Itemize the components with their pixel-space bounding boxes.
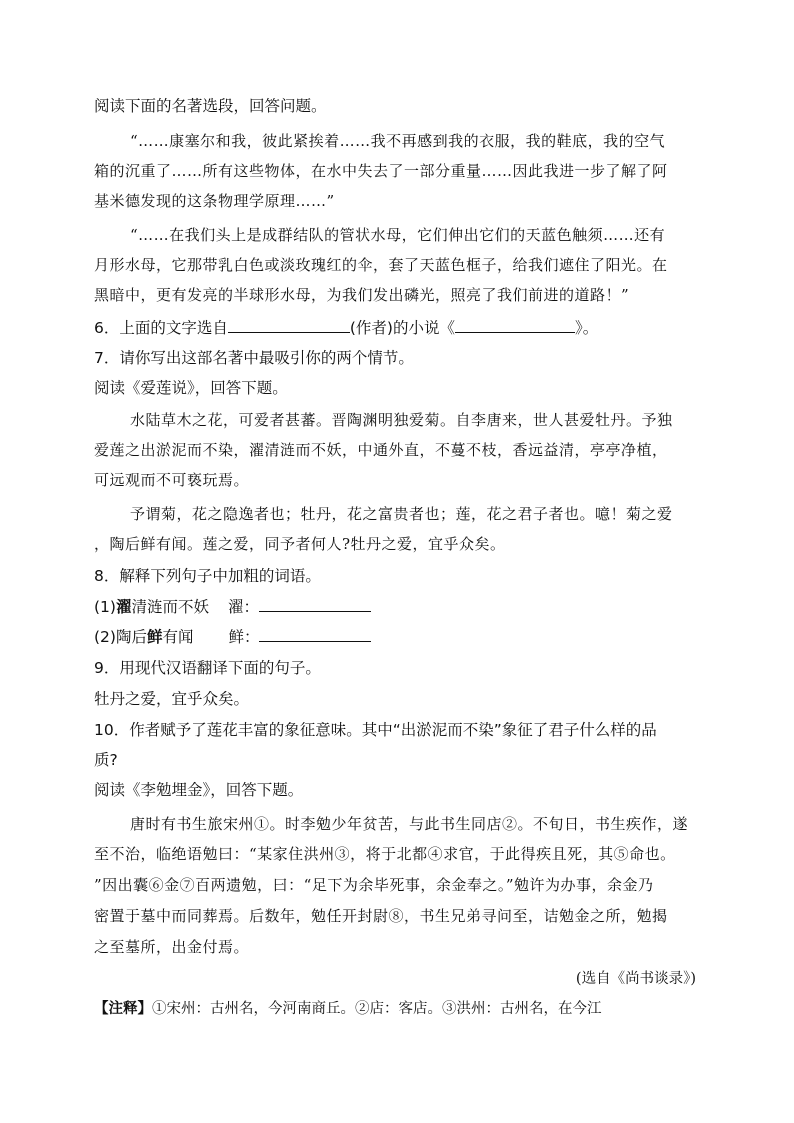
annotation-text: ①宋州：古州名，今河南商丘。②店：客店。③洪州：古州名，在今江 [152, 1001, 602, 1017]
passage2-line: 黑暗中，更有发亮的半球形水母，为我们发出磷光，照亮了我们前进的道路！” [94, 286, 630, 304]
limian-line: 唐时有书生旅宋州①。时李勉少年贫苦，与此书生同店②。不旬日，书生疾作，遂 [130, 815, 689, 833]
q8-2-answer-blank[interactable] [259, 627, 371, 642]
section2-intro: 阅读《爱莲说》，回答下题。 [94, 379, 288, 397]
q6-author-blank[interactable] [228, 318, 350, 333]
q6-text-b: (作者)的小说《 [349, 319, 455, 337]
source-citation: (选自《尚书谈录》) [575, 971, 696, 987]
passage1-line: “……康塞尔和我，彼此紧挨着……我不再感到我的衣服，我的鞋底，我的空气 [130, 132, 666, 150]
q8-1-number: (1) [94, 598, 116, 616]
passage2-line: “……在我们头上是成群结队的管状水母，它们伸出它们的天蓝色触须……还有 [130, 226, 666, 244]
limian-line: 至不治，临绝语勉曰：“某家住洪州③，将于北都④求官，于此得疾且死，其⑤命也。 [94, 845, 676, 863]
q8-1-bold-word: 濯 [115, 598, 132, 616]
question-9: 9．用现代汉语翻译下面的句子。 [94, 659, 321, 677]
question-6 [94, 318, 706, 338]
passage2-line: 月形水母，它那带乳白色或淡玫瑰红的伞，套了天蓝色框子，给我们遮住了阳光。在 [94, 256, 668, 274]
q8-2-word-label: 鲜： [228, 628, 260, 646]
question-8: 8．解释下列句子中加粗的词语。 [94, 567, 321, 585]
q6-title-blank[interactable] [455, 318, 575, 333]
question-10-line1: 10．作者赋予了莲花丰富的象征意味。其中“出淤泥而不染”象征了君子什么样的品 [94, 721, 657, 739]
passage1-line: 箱的沉重了……所有这些物体，在水中失去了一部分重量……因此我进一步了解了阿 [94, 162, 668, 180]
ailianshuo-line: 予谓菊，花之隐逸者也；牡丹，花之富贵者也；莲，花之君子者也。噫！菊之爱 [130, 505, 673, 523]
section3-intro: 阅读《李勉埋金》，回答下题。 [94, 781, 304, 799]
limian-line: 密置于墓中而同葬焉。后数年，勉任开封尉⑧，书生兄弟寻问至，诘勉金之所，勉揭 [94, 907, 668, 925]
ailianshuo-line: 可远观而不可亵玩焉。 [94, 471, 250, 489]
section1-intro: 阅读下面的名著选段，回答问题。 [94, 97, 327, 115]
q8-item-2 [94, 627, 706, 647]
q8-2-bold-word: 鲜 [146, 628, 163, 646]
q9-sentence: 牡丹之爱，宜乎众矣。 [94, 690, 250, 708]
ailianshuo-line: 水陆草木之花，可爱者甚蕃。晋陶渊明独爱菊。自李唐来，世人甚爱牡丹。予独 [130, 411, 673, 429]
q8-1-word-label: 濯： [227, 598, 259, 616]
q8-item-1 [94, 597, 706, 617]
q8-1-rest: 清涟而不妖 [131, 598, 209, 616]
question-10-line2: 质? [94, 751, 118, 769]
question-7: 7．请你写出这部名著中最吸引你的两个情节。 [94, 349, 414, 367]
q6-text-c: 》。 [574, 319, 599, 337]
q8-2-pre: (2)陶后 [94, 628, 147, 646]
ailianshuo-line: ，陶后鲜有闻。莲之爱，同予者何人?牡丹之爱，宜乎众矣。 [94, 535, 506, 553]
passage1-line: 基米德发现的这条物理学原理……” [94, 192, 335, 210]
q8-1-answer-blank[interactable] [259, 597, 371, 612]
limian-line: ”因出囊⑥金⑦百两遗勉，曰：“足下为余毕死事，余金奉之。”勉许为办事，余金乃 [94, 876, 654, 894]
q6-text-a: 6．上面的文字选自 [94, 319, 228, 337]
limian-line: 之至墓所，出金付焉。 [94, 938, 250, 956]
annotation-label: 【注释】 [94, 1000, 152, 1017]
ailianshuo-line: 爱莲之出淤泥而不染，濯清涟而不妖，中通外直，不蔓不枝，香远益清，亭亭净植， [94, 441, 668, 459]
annotation [94, 999, 706, 1019]
q8-2-rest: 有闻 [162, 628, 194, 646]
